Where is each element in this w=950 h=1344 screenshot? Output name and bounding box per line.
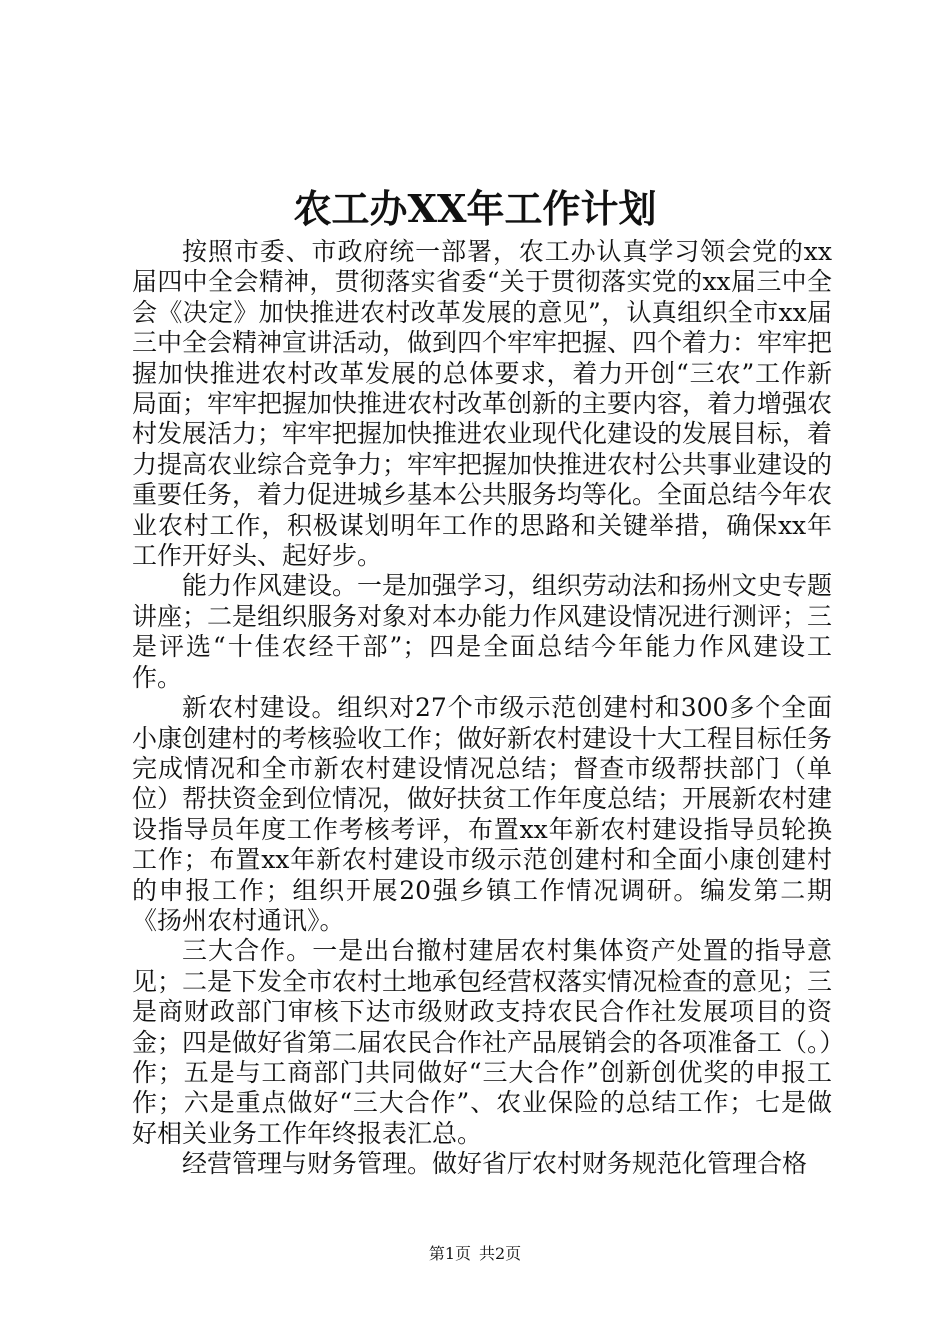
paragraph: 按照市委、市政府统一部署，农工办认真学习领会党的xx届四中全会精神，贯彻落实省委“关于贯彻落实党的xx届三中全会《决定》加快推进农村改革发展的意见”，认真组织全市xx届三中全会精神宣讲活动，做到四个牢牢把握、四个着力：牢牢把握加快推进农村改革发展的总体要求，着力开创“三农”工作新局面；牢牢把握加快推进农村改革创新的主要内容，着力增强农村发展活力；牢牢把握加快推进农业现代化建设的发展目标，着力提高农业综合竞争力；牢牢把握加快推进农村公共事业建设的重要任务，着力促进城乡基本公共服务均等化。全面总结今年农业农村工作，积极谋划明年工作的思路和关键举措，确保xx年工作开好头、起好步。 (132, 237, 833, 571)
page-total: 共2页 (479, 1244, 522, 1263)
document-body (132, 237, 832, 1180)
page-number: 第1页 (428, 1244, 471, 1263)
paragraph: 能力作风建设。一是加强学习，组织劳动法和扬州文史专题讲座；二是组织服务对象对本办能力作风建设情况进行测评；三是评选“十佳农经干部”；四是全面总结今年能力作风建设工作。 (132, 571, 833, 692)
paragraph: 经营管理与财务管理。做好省厅农村财务规范化管理合格 (182, 1149, 808, 1179)
paragraph: 三大合作。一是出台撤村建居农村集体资产处置的指导意见；二是下发全市农村土地承包经营权落实情况检查的意见；三是商财政部门审核下达市级财政支持农民合作社发展项目的资金；四是做好省第二届农民合作社产品展销会的各项准备工（。）作；五是与工商部门共同做好“三大合作”创新创优奖的申报工作；六是重点做好“三大合作”、农业保险的总结工作；七是做好相关业务工作年终报表汇总。 (132, 936, 833, 1148)
paragraph: 新农村建设。组织对27个市级示范创建村和300多个全面小康创建村的考核验收工作；做好新农村建设十大工程目标任务完成情况和全市新农村建设情况总结；督查市级帮扶部门（单位）帮扶资金到位情况，做好扶贫工作年度总结；开展新农村建设指导员年度工作考核考评，布置xx年新农村建设指导员轮换工作；布置xx年新农村建设市级示范创建村和全面小康创建村的申报工作；组织开展20强乡镇工作情况调研。编发第二期《扬州农村通讯》。 (132, 693, 833, 935)
page-footer (0, 1243, 950, 1265)
document-title: 农工办XX年工作计划 (293, 186, 657, 231)
